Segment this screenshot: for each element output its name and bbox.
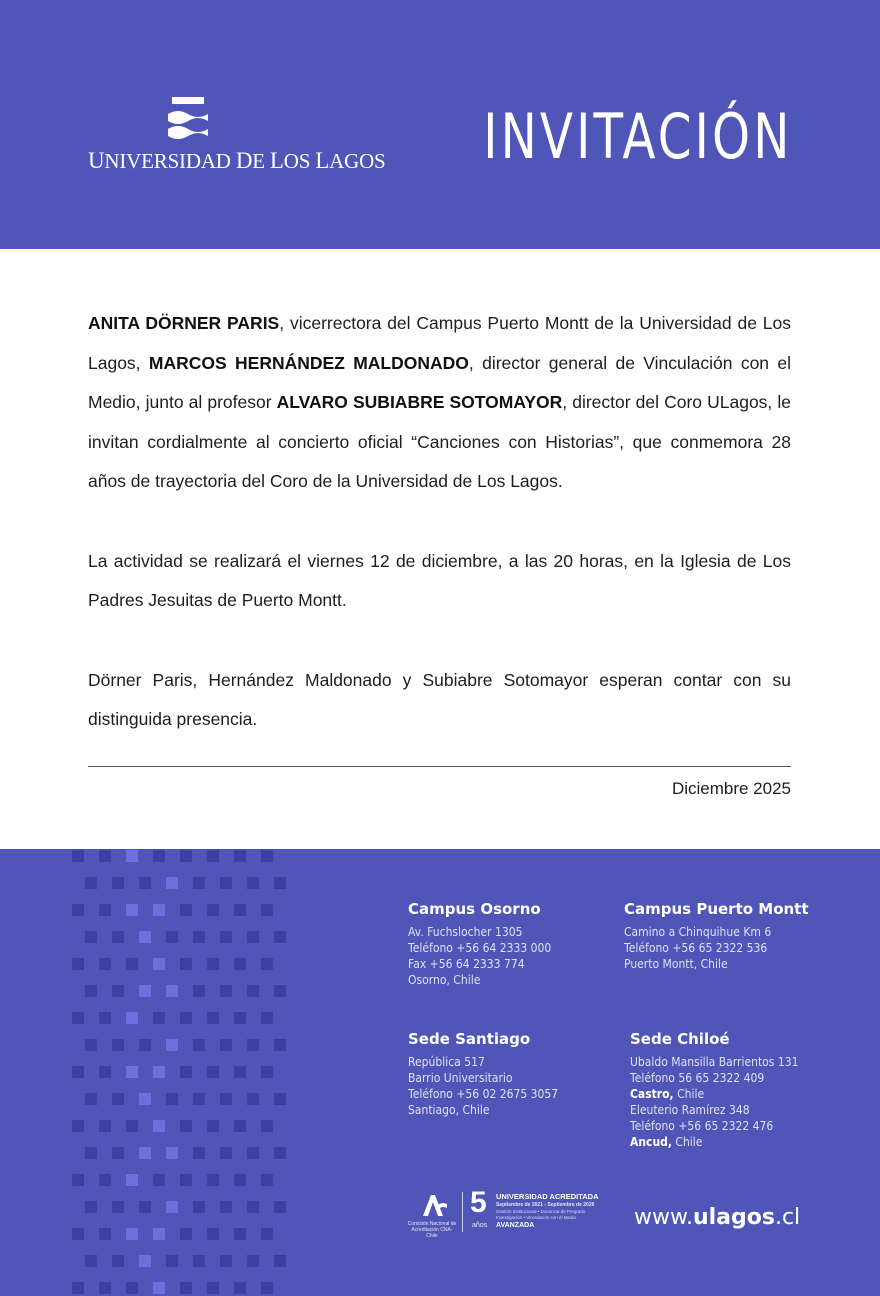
pattern-square <box>166 985 178 997</box>
pattern-square <box>261 1120 273 1132</box>
name-alvaro: ALVARO SUBIABRE SOTOMAYOR <box>276 392 563 412</box>
pattern-square <box>234 958 246 970</box>
pattern-square <box>234 1282 246 1294</box>
pattern-square <box>207 850 219 862</box>
pattern-square <box>99 1282 111 1294</box>
accreditation-level: AVANZADA <box>496 1222 535 1229</box>
pattern-square <box>220 877 232 889</box>
page-title: INVITACIÓN <box>482 100 792 173</box>
pattern-square <box>72 1282 84 1294</box>
pattern-square <box>112 1201 124 1213</box>
pattern-square <box>85 985 97 997</box>
pattern-square <box>126 1282 138 1294</box>
pattern-square <box>234 1120 246 1132</box>
pattern-square <box>180 850 192 862</box>
pattern-square <box>85 931 97 943</box>
pattern-square <box>99 1066 111 1078</box>
pattern-square <box>112 931 124 943</box>
pattern-square <box>166 1201 178 1213</box>
accreditation-badge <box>406 1186 616 1239</box>
pattern-square <box>126 1012 138 1024</box>
footer-banner <box>0 849 880 1296</box>
pattern-square <box>153 1120 165 1132</box>
square-pattern-decoration <box>0 849 300 1296</box>
name-marcos: MARCOS HERNÁNDEZ MALDONADO <box>148 352 469 373</box>
pattern-square <box>234 1066 246 1078</box>
university-logo <box>88 96 386 186</box>
sede-chiloe: Sede Chiloé Ubaldo Mansilla Barrientos 131 Teléfono 56 65 2322 409 Castro, Chile Eleuterio Ramírez 348 Teléfono +56 65 2322 476 Ancud, Chile <box>630 1030 817 1150</box>
pattern-square <box>220 1039 232 1051</box>
pattern-square <box>166 1147 178 1159</box>
pattern-square <box>72 1120 84 1132</box>
pattern-square <box>99 1228 111 1240</box>
pattern-square <box>220 1093 232 1105</box>
pattern-square <box>72 1174 84 1186</box>
pattern-square <box>207 1012 219 1024</box>
pattern-square <box>99 958 111 970</box>
pattern-square <box>72 1066 84 1078</box>
pattern-square <box>139 877 151 889</box>
pattern-square <box>207 1120 219 1132</box>
pattern-square <box>139 1255 151 1267</box>
campus-osorno: Campus Osorno Av. Fuchslocher 1305 Teléfono +56 64 2333 000 Fax +56 64 2333 774 Osorno, Chile <box>408 900 567 988</box>
pattern-square <box>153 1282 165 1294</box>
pattern-square <box>112 1255 124 1267</box>
pattern-square <box>85 1201 97 1213</box>
pattern-square <box>180 1174 192 1186</box>
badge-divider <box>462 1192 463 1232</box>
pattern-square <box>85 1255 97 1267</box>
pattern-square <box>193 985 205 997</box>
pattern-square <box>274 877 286 889</box>
pattern-square <box>220 985 232 997</box>
pattern-square <box>234 850 246 862</box>
pattern-square <box>180 1228 192 1240</box>
pattern-square <box>247 1147 259 1159</box>
document-date: Diciembre 2025 <box>671 779 791 798</box>
pattern-square <box>261 1012 273 1024</box>
pattern-square <box>139 985 151 997</box>
campus-name: Campus Osorno <box>408 900 541 918</box>
pattern-square <box>72 1012 84 1024</box>
campus-name: Sede Chiloé <box>630 1030 730 1048</box>
pattern-square <box>126 958 138 970</box>
pattern-square <box>180 1120 192 1132</box>
pattern-square <box>234 904 246 916</box>
pattern-square <box>220 931 232 943</box>
accreditation-title: UNIVERSIDAD ACREDITADA <box>496 1192 599 1201</box>
campus-name: Campus Puerto Montt <box>624 900 809 918</box>
pattern-square <box>234 1012 246 1024</box>
waves-logo-icon <box>166 96 210 148</box>
pattern-square <box>261 1228 273 1240</box>
pattern-square <box>207 904 219 916</box>
pattern-square <box>112 1147 124 1159</box>
pattern-square <box>274 1201 286 1213</box>
pattern-square <box>126 1120 138 1132</box>
pattern-square <box>112 877 124 889</box>
pattern-square <box>166 1039 178 1051</box>
pattern-square <box>261 1282 273 1294</box>
paragraph-event-details: La actividad se realizará el viernes 12 de diciembre, a las 20 horas, en la Iglesia de Los Padres Jesuitas de Puerto Montt. <box>88 550 791 610</box>
pattern-square <box>180 1282 192 1294</box>
pattern-square <box>274 1147 286 1159</box>
pattern-square <box>220 1255 232 1267</box>
pattern-square <box>180 1012 192 1024</box>
pattern-square <box>193 1093 205 1105</box>
paragraph-closing: Dörner Paris, Hernández Maldonado y Subiabre Sotomayor esperan contar con su distinguida presencia. <box>88 669 791 729</box>
pattern-square <box>166 1255 178 1267</box>
pattern-square <box>180 958 192 970</box>
pattern-square <box>247 877 259 889</box>
pattern-square <box>274 985 286 997</box>
pattern-square <box>166 877 178 889</box>
pattern-square <box>274 1255 286 1267</box>
paragraph-invitation: ANITA DÖRNER PARIS, vicerrectora del Campus Puerto Montt de la Universidad de Los Lagos, MARCOS HERNÁNDEZ MALDONADO, director general de Vinculación con el Medio, junto al profesor ALVARO SUBIABRE SOTOMAYOR, director del Coro ULagos, le invitan cordialmente al concierto oficial “Canciones con Historias”, que conmemora 28 años de trayectoria del Coro de la Universidad de Los Lagos. <box>88 313 791 491</box>
accreditation-years: 5 <box>470 1186 487 1219</box>
pattern-square <box>274 931 286 943</box>
pattern-square <box>99 850 111 862</box>
sede-santiago: Sede Santiago República 517 Barrio Universitario Teléfono +56 02 2675 3057 Santiago, Chile <box>408 1030 575 1118</box>
pattern-square <box>207 1174 219 1186</box>
pattern-square <box>72 1228 84 1240</box>
pattern-square <box>153 850 165 862</box>
pattern-square <box>247 985 259 997</box>
pattern-square <box>207 1066 219 1078</box>
pattern-square <box>153 1066 165 1078</box>
pattern-square <box>261 958 273 970</box>
pattern-square <box>261 904 273 916</box>
pattern-square <box>126 850 138 862</box>
pattern-square <box>139 1039 151 1051</box>
pattern-square <box>234 1228 246 1240</box>
pattern-square <box>193 1255 205 1267</box>
pattern-square <box>180 904 192 916</box>
pattern-square <box>112 985 124 997</box>
pattern-square <box>234 1174 246 1186</box>
pattern-square <box>247 1039 259 1051</box>
pattern-square <box>207 1228 219 1240</box>
pattern-square <box>153 1012 165 1024</box>
pattern-square <box>193 877 205 889</box>
header-banner <box>0 0 880 249</box>
pattern-square <box>166 931 178 943</box>
pattern-square <box>126 1228 138 1240</box>
accreditation-areas: Gestión Institucional • Docencia de Pregrado Investigación • Vinculación con el Medio <box>496 1209 586 1220</box>
pattern-square <box>85 1039 97 1051</box>
pattern-square <box>153 1228 165 1240</box>
name-anita: ANITA DÖRNER PARIS <box>88 313 280 333</box>
pattern-square <box>126 1174 138 1186</box>
website-link[interactable]: www.ulagos.cl <box>634 1205 801 1230</box>
pattern-square <box>193 1039 205 1051</box>
pattern-square <box>112 1093 124 1105</box>
pattern-square <box>72 904 84 916</box>
pattern-square <box>72 850 84 862</box>
campus-name: Sede Santiago <box>408 1030 531 1048</box>
pattern-square <box>207 958 219 970</box>
pattern-square <box>247 1201 259 1213</box>
invitation-body <box>88 304 791 740</box>
pattern-square <box>207 1282 219 1294</box>
pattern-square <box>261 1066 273 1078</box>
pattern-square <box>85 877 97 889</box>
pattern-square <box>247 931 259 943</box>
pattern-square <box>139 1147 151 1159</box>
pattern-square <box>166 1093 178 1105</box>
pattern-square <box>139 1093 151 1105</box>
pattern-square <box>220 1147 232 1159</box>
pattern-square <box>153 904 165 916</box>
pattern-square <box>261 850 273 862</box>
pattern-square <box>85 1147 97 1159</box>
campus-puerto-montt: Campus Puerto Montt Camino a Chinquihue Km 6 Teléfono +56 65 2322 536 Puerto Montt, Chile <box>624 900 809 971</box>
pattern-square <box>220 1201 232 1213</box>
pattern-square <box>99 1120 111 1132</box>
logo-wordmark: UNIVERSIDAD DE LOS LAGOS <box>88 148 386 173</box>
pattern-square <box>99 904 111 916</box>
pattern-square <box>72 958 84 970</box>
pattern-square <box>180 1066 192 1078</box>
pattern-square <box>261 1174 273 1186</box>
pattern-square <box>139 931 151 943</box>
pattern-square <box>247 1255 259 1267</box>
pattern-square <box>85 1093 97 1105</box>
pattern-square <box>99 1174 111 1186</box>
pattern-square <box>274 1039 286 1051</box>
pattern-square <box>126 904 138 916</box>
accreditation-period: Septiembre de 2021 - Septiembre de 2026 <box>496 1202 595 1208</box>
pattern-square <box>247 1093 259 1105</box>
cna-label: Comisión Nacional de Acreditación CNA-Chile <box>407 1221 457 1239</box>
pattern-square <box>153 958 165 970</box>
pattern-square <box>274 1093 286 1105</box>
pattern-square <box>193 1201 205 1213</box>
divider-line <box>88 766 791 767</box>
cna-logo-icon <box>422 1192 448 1218</box>
pattern-square <box>112 1039 124 1051</box>
pattern-square <box>193 931 205 943</box>
pattern-square <box>99 1012 111 1024</box>
pattern-square <box>193 1147 205 1159</box>
years-word: años <box>472 1222 488 1229</box>
pattern-square <box>139 1201 151 1213</box>
pattern-square <box>126 1066 138 1078</box>
pattern-square <box>153 1174 165 1186</box>
